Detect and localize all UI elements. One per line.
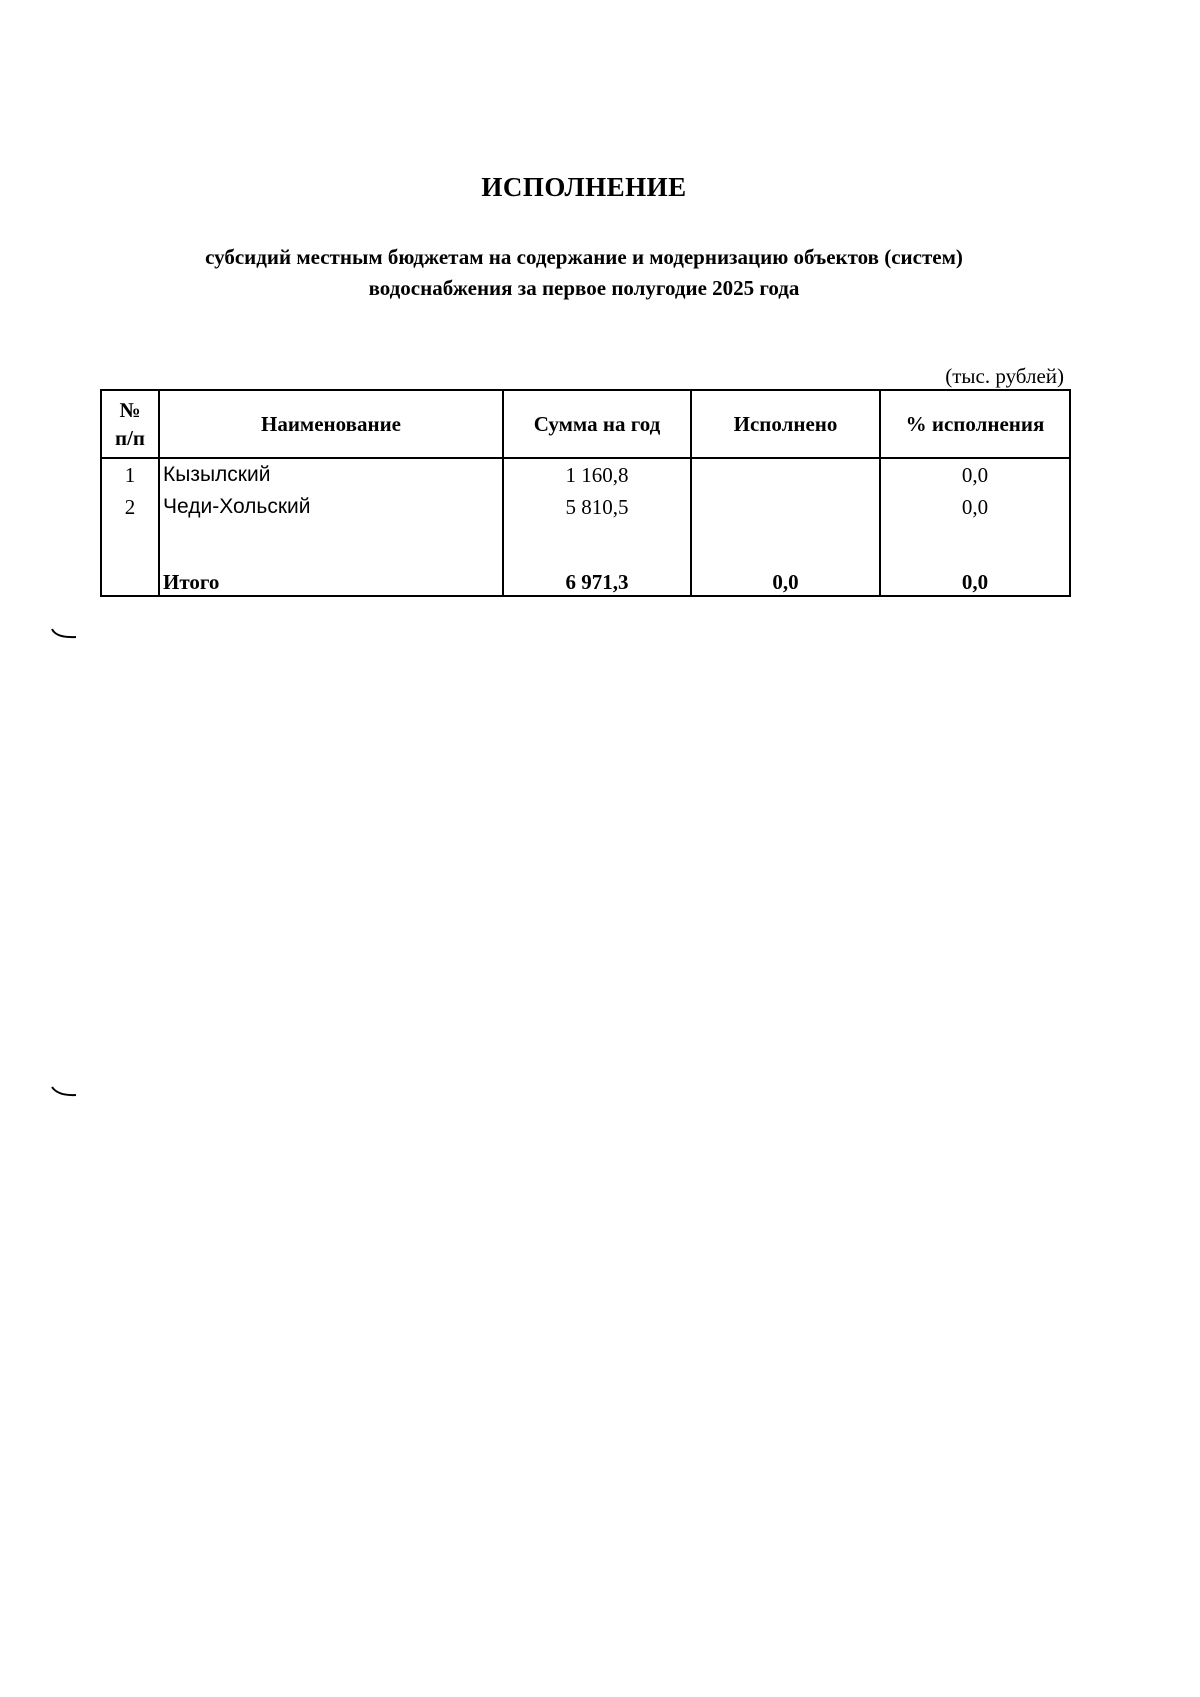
header-name: Наименование: [159, 390, 503, 458]
total-number: [101, 561, 159, 596]
table-row: [101, 458, 1070, 491]
subtitle-line-1: субсидий местным бюджетам на содержание и модернизацию объектов (систем): [205, 245, 963, 269]
row-name: Кызылский: [159, 458, 503, 491]
document-title: ИСПОЛНЕНИЕ: [481, 172, 687, 202]
row-number: 2: [101, 491, 159, 523]
execution-table: [100, 389, 1071, 597]
total-label: Итого: [159, 561, 503, 596]
total-executed: 0,0: [691, 561, 880, 596]
row-annual-amount: 5 810,5: [503, 491, 691, 523]
scan-staple-mark: [50, 1085, 78, 1099]
table-spacer-row: [101, 523, 1070, 561]
total-percent: 0,0: [880, 561, 1070, 596]
header-executed: Исполнено: [691, 390, 880, 458]
header-annual-amount: Сумма на год: [503, 390, 691, 458]
table-row: [101, 491, 1070, 523]
table-total-row: [101, 561, 1070, 596]
units-note: (тыс. рублей): [945, 364, 1064, 388]
header-number: [101, 390, 159, 458]
row-executed: [691, 458, 880, 491]
row-name: Чеди-Хольский: [159, 491, 503, 523]
header-number-symbol: №: [119, 398, 141, 422]
header-percent: % исполнения: [880, 390, 1070, 458]
row-percent: 0,0: [880, 491, 1070, 523]
scan-staple-mark: [50, 627, 78, 641]
subtitle-line-2: водоснабжения за первое полугодие 2025 года: [368, 276, 800, 300]
row-executed: [691, 491, 880, 523]
table-header-row: [101, 390, 1070, 458]
row-percent: 0,0: [880, 458, 1070, 491]
total-annual-amount: 6 971,3: [503, 561, 691, 596]
row-annual-amount: 1 160,8: [503, 458, 691, 491]
row-number: 1: [101, 458, 159, 491]
header-number-label: п/п: [114, 426, 146, 450]
document-subtitle: [0, 242, 1168, 304]
